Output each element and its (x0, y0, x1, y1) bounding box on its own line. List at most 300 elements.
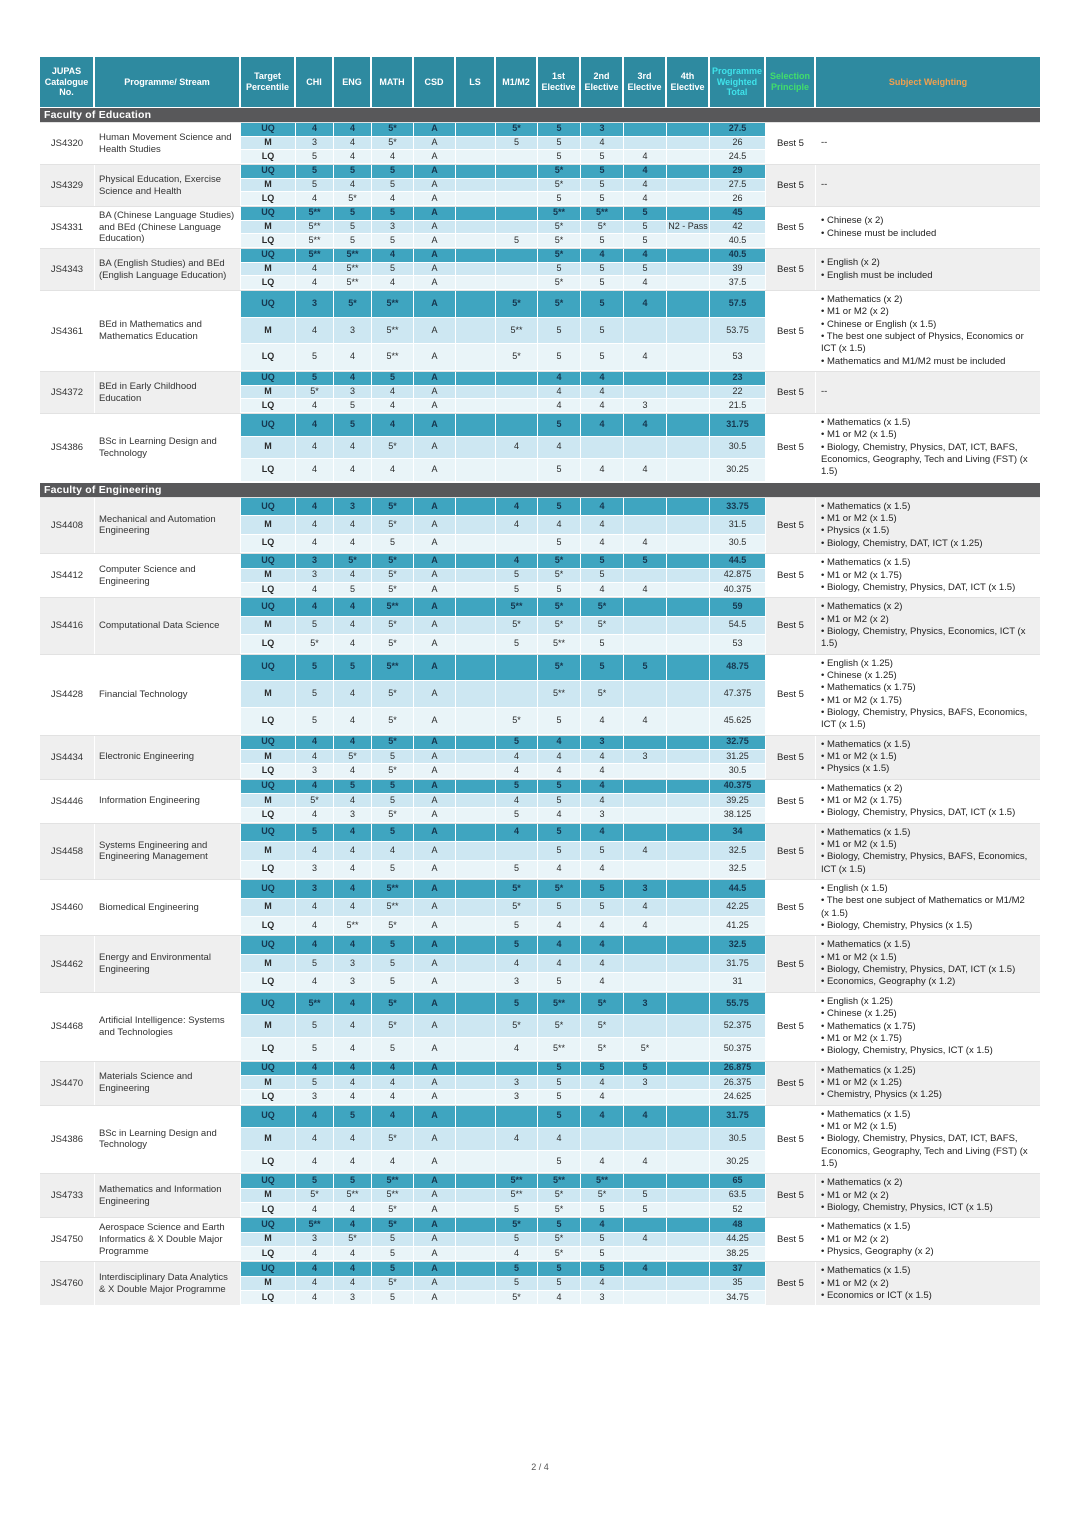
grade-cell-m1m2 (496, 249, 538, 263)
grade-cell-e3: 4 (624, 249, 667, 263)
grade-cell-ls (456, 516, 496, 534)
cell-programme-name: BEd in Mathematics and Mathematics Education (95, 291, 241, 371)
percentile-label: M (241, 750, 296, 764)
percentile-label: UQ (241, 1174, 296, 1188)
grade-cell-e4 (667, 583, 710, 597)
grade-cell-e3: 4 (624, 344, 667, 371)
grade-cell-m1m2 (496, 399, 538, 413)
percentile-label: UQ (241, 780, 296, 794)
grade-cell-e1: 5 (538, 1218, 581, 1232)
grade-cell-ls (456, 386, 496, 400)
total-cell: 48.75 (710, 655, 766, 682)
grade-cell-m1m2: 5* (496, 1218, 538, 1232)
grade-cell-e3: 4 (624, 583, 667, 597)
grade-cell-e2: 5 (581, 554, 624, 568)
grade-cell-csd: A (414, 569, 456, 583)
total-cell: 65 (710, 1174, 766, 1188)
grade-cell-ls (456, 372, 496, 386)
grade-cell-ls (456, 1247, 496, 1261)
grade-cell-chi: 5** (296, 207, 334, 221)
grade-cell-math: 5** (372, 655, 414, 682)
grade-cell-e4 (667, 234, 710, 248)
grade-cell-chi: 5 (296, 708, 334, 735)
grade-cell-m1m2 (496, 276, 538, 290)
grade-cell-ls (456, 1038, 496, 1061)
grade-cell-e3 (624, 569, 667, 583)
grade-cell-e3 (624, 318, 667, 345)
total-cell: 45 (710, 207, 766, 221)
grade-cell-chi: 5* (296, 386, 334, 400)
total-cell: 37.5 (710, 276, 766, 290)
selection-principle-cell: Best 5 (766, 554, 816, 597)
grade-cell-e3: 5 (624, 1062, 667, 1076)
faculty-band: Faculty of Engineering (40, 482, 1040, 497)
grade-cell-eng: 4 (334, 179, 372, 193)
percentile-label: M (241, 137, 296, 151)
grade-cell-eng: 5* (334, 750, 372, 764)
grade-cell-chi: 4 (296, 123, 334, 137)
grade-cell-ls (456, 123, 496, 137)
total-cell: 47.375 (710, 681, 766, 708)
percentile-label: M (241, 1015, 296, 1038)
percentile-subrow-lq (241, 1090, 766, 1104)
grade-cell-csd: A (414, 1174, 456, 1188)
grade-cell-chi: 5 (296, 372, 334, 386)
percentile-subrow-uq (241, 372, 766, 386)
percentile-subrow-uq (241, 291, 766, 318)
grade-cell-m1m2 (496, 414, 538, 437)
grade-cell-e3: 4 (624, 179, 667, 193)
grade-cell-eng: 4 (334, 1062, 372, 1076)
percentile-label: UQ (241, 1218, 296, 1232)
grade-cell-e4 (667, 1062, 710, 1076)
grade-cell-eng: 4 (334, 569, 372, 583)
grade-cell-ls (456, 1090, 496, 1104)
grade-cell-chi: 3 (296, 554, 334, 568)
grade-cell-e4 (667, 437, 710, 460)
grade-cell-chi: 4 (296, 276, 334, 290)
selection-principle-cell: Best 5 (766, 655, 816, 735)
total-cell: 22 (710, 386, 766, 400)
weighting-item: • M1 or M2 (x 2) (821, 1234, 1035, 1246)
grade-cell-ls (456, 1189, 496, 1203)
grade-cell-e2: 5* (581, 993, 624, 1016)
grade-cell-ls (456, 617, 496, 635)
grade-cell-ls (456, 1151, 496, 1174)
grade-cell-ls (456, 249, 496, 263)
grade-cell-math: 4 (372, 249, 414, 263)
grade-cell-e2: 5 (581, 179, 624, 193)
grade-cell-e1: 4 (538, 736, 581, 750)
total-cell: 32.5 (710, 842, 766, 860)
header-cell-5: MATH (372, 57, 414, 107)
grade-cell-e3 (624, 437, 667, 460)
grade-cell-e3 (624, 794, 667, 808)
subject-weighting-cell (816, 1262, 1040, 1305)
weighting-item: • Mathematics (x 1.25) (821, 1065, 1035, 1077)
grade-cell-e1: 4 (538, 372, 581, 386)
percentile-subrow-m (241, 899, 766, 917)
grade-cell-e4 (667, 993, 710, 1016)
programme-row (40, 553, 1040, 597)
grade-cell-e2: 5 (581, 1233, 624, 1247)
grade-cell-m1m2: 5* (496, 291, 538, 318)
grade-cell-e1: 5 (538, 1277, 581, 1291)
percentile-subrow-uq (241, 498, 766, 516)
grade-cell-chi: 5 (296, 1038, 334, 1061)
grade-cell-m1m2: 5 (496, 569, 538, 583)
selection-principle-cell: Best 5 (766, 824, 816, 879)
grade-cell-ls (456, 234, 496, 248)
subject-weighting-cell (816, 880, 1040, 935)
percentile-subrow-lq (241, 708, 766, 735)
grade-cell-ls (456, 1174, 496, 1188)
programme-row (40, 497, 1040, 553)
grade-grid (241, 993, 766, 1061)
grade-cell-m1m2: 4 (496, 1038, 538, 1061)
grade-cell-csd: A (414, 1218, 456, 1232)
grade-cell-e4 (667, 681, 710, 708)
grade-cell-ls (456, 221, 496, 235)
grade-cell-chi: 4 (296, 1247, 334, 1261)
header-cell-10: 2nd Elective (581, 57, 624, 107)
grade-cell-ls (456, 192, 496, 206)
grade-cell-e1: 4 (538, 750, 581, 764)
percentile-label: LQ (241, 459, 296, 482)
grade-cell-ls (456, 936, 496, 954)
grade-cell-csd: A (414, 554, 456, 568)
grade-cell-e4 (667, 917, 710, 935)
grade-cell-chi: 4 (296, 936, 334, 954)
percentile-subrow-m (241, 386, 766, 400)
grade-cell-e3 (624, 681, 667, 708)
grade-cell-csd: A (414, 993, 456, 1016)
grade-cell-m1m2 (496, 1106, 538, 1129)
grade-cell-chi: 4 (296, 535, 334, 553)
grade-cell-ls (456, 535, 496, 553)
grade-cell-e4 (667, 318, 710, 345)
grade-cell-eng: 3 (334, 1291, 372, 1305)
grade-cell-e3 (624, 1291, 667, 1305)
grade-cell-chi: 5 (296, 655, 334, 682)
percentile-label: M (241, 794, 296, 808)
grade-cell-chi: 3 (296, 1233, 334, 1247)
grade-cell-e3: 4 (624, 291, 667, 318)
grade-cell-eng: 4 (334, 1247, 372, 1261)
weighting-item: • English must be included (821, 270, 1035, 282)
cell-programme-name: BSc in Learning Design and Technology (95, 414, 241, 482)
grade-cell-e3: 5 (624, 207, 667, 221)
grade-cell-m1m2: 5 (496, 1233, 538, 1247)
grade-cell-math: 5* (372, 764, 414, 778)
total-cell: 42.875 (710, 569, 766, 583)
percentile-label: LQ (241, 635, 296, 653)
grade-cell-chi: 4 (296, 808, 334, 822)
cell-jupas-no: JS4760 (40, 1262, 95, 1305)
total-cell: 40.375 (710, 780, 766, 794)
grade-cell-m1m2: 5* (496, 1015, 538, 1038)
percentile-label: UQ (241, 207, 296, 221)
grade-cell-eng: 4 (334, 459, 372, 482)
grade-cell-ls (456, 207, 496, 221)
grade-cell-math: 5* (372, 437, 414, 460)
grade-cell-e4 (667, 1203, 710, 1217)
cell-programme-name: Biomedical Engineering (95, 880, 241, 935)
weighting-item: • Mathematics (x 1.75) (821, 1021, 1035, 1033)
grade-cell-e3 (624, 1090, 667, 1104)
grade-cell-e1: 5 (538, 794, 581, 808)
grade-cell-e4 (667, 498, 710, 516)
grade-cell-math: 5 (372, 1291, 414, 1305)
percentile-label: LQ (241, 192, 296, 206)
grade-cell-chi: 4 (296, 917, 334, 935)
grade-cell-e2: 4 (581, 824, 624, 842)
grade-cell-csd: A (414, 842, 456, 860)
grade-cell-math: 5 (372, 179, 414, 193)
header-cell-14: Selection Principle (766, 57, 816, 107)
weighting-item: • Mathematics (x 1.5) (821, 1221, 1035, 1233)
grade-cell-e4 (667, 1277, 710, 1291)
grade-cell-e3: 4 (624, 276, 667, 290)
grade-cell-csd: A (414, 386, 456, 400)
grade-cell-eng: 5 (334, 780, 372, 794)
subject-weighting-cell (816, 207, 1040, 248)
header-cell-9: 1st Elective (538, 57, 581, 107)
grade-cell-eng: 4 (334, 1277, 372, 1291)
grade-cell-m1m2: 5** (496, 318, 538, 345)
percentile-subrow-uq (241, 1174, 766, 1188)
grade-cell-ls (456, 1106, 496, 1129)
grade-cell-e1: 5* (538, 655, 581, 682)
grade-cell-eng: 4 (334, 1076, 372, 1090)
grade-cell-math: 5* (372, 993, 414, 1016)
grade-cell-ls (456, 263, 496, 277)
percentile-label: M (241, 386, 296, 400)
cell-jupas-no: JS4386 (40, 414, 95, 482)
total-cell: 53 (710, 635, 766, 653)
percentile-subrow-m (241, 179, 766, 193)
grade-cell-e3 (624, 736, 667, 750)
subject-weighting-cell (816, 414, 1040, 482)
grade-cell-chi: 4 (296, 516, 334, 534)
grade-cell-m1m2: 4 (496, 794, 538, 808)
grade-cell-csd: A (414, 1128, 456, 1151)
grade-cell-math: 5* (372, 708, 414, 735)
grade-cell-ls (456, 1076, 496, 1090)
weighting-item: • Physics, Geography (x 2) (821, 1246, 1035, 1258)
grade-cell-chi: 4 (296, 437, 334, 460)
total-cell: 44.5 (710, 880, 766, 898)
percentile-subrow-m (241, 842, 766, 860)
header-cell-2: Target Percentile (241, 57, 296, 107)
grade-cell-e2: 4 (581, 583, 624, 597)
grade-cell-eng: 4 (334, 1151, 372, 1174)
grade-cell-chi: 3 (296, 861, 334, 879)
percentile-subrow-m (241, 794, 766, 808)
grade-cell-eng: 4 (334, 150, 372, 164)
grade-cell-e2: 4 (581, 750, 624, 764)
weighting-item: • Chemistry, Physics (x 1.25) (821, 1089, 1035, 1101)
grade-cell-eng: 5 (334, 165, 372, 179)
percentile-label: LQ (241, 234, 296, 248)
percentile-subrow-uq (241, 880, 766, 898)
grade-cell-m1m2 (496, 263, 538, 277)
grade-cell-csd: A (414, 708, 456, 735)
grade-cell-e1: 5 (538, 414, 581, 437)
grade-cell-math: 5* (372, 1203, 414, 1217)
grade-cell-eng: 3 (334, 386, 372, 400)
grade-cell-e1: 5* (538, 179, 581, 193)
grade-grid (241, 736, 766, 779)
percentile-subrow-uq (241, 598, 766, 616)
grade-cell-ls (456, 1218, 496, 1232)
grade-cell-math: 5* (372, 1015, 414, 1038)
percentile-subrow-lq (241, 917, 766, 935)
programme-row (40, 823, 1040, 879)
grade-cell-e3: 4 (624, 917, 667, 935)
grade-cell-eng: 5 (334, 655, 372, 682)
weighting-item: • M1 or M2 (x 1.5) (821, 839, 1035, 851)
grade-cell-m1m2: 5 (496, 736, 538, 750)
grade-cell-csd: A (414, 123, 456, 137)
percentile-label: LQ (241, 1291, 296, 1305)
grade-cell-math: 4 (372, 399, 414, 413)
grade-cell-m1m2: 4 (496, 1247, 538, 1261)
percentile-label: LQ (241, 1151, 296, 1174)
grade-cell-csd: A (414, 372, 456, 386)
weighting-item: • Economics, Geography (x 1.2) (821, 976, 1035, 988)
grade-cell-ls (456, 708, 496, 735)
weighting-item: • Mathematics (x 1.5) (821, 939, 1035, 951)
grade-cell-ls (456, 598, 496, 616)
grade-cell-chi: 3 (296, 1090, 334, 1104)
percentile-subrow-lq (241, 1291, 766, 1305)
percentile-subrow-uq (241, 207, 766, 221)
grade-cell-m1m2 (496, 535, 538, 553)
grade-cell-m1m2: 5* (496, 617, 538, 635)
grade-cell-e2: 5 (581, 880, 624, 898)
cell-jupas-no: JS4343 (40, 249, 95, 290)
total-cell: 31.75 (710, 1106, 766, 1129)
grade-cell-csd: A (414, 899, 456, 917)
grade-cell-ls (456, 750, 496, 764)
grade-cell-e4 (667, 263, 710, 277)
grade-cell-chi: 4 (296, 973, 334, 991)
grade-cell-e1: 4 (538, 936, 581, 954)
grade-cell-chi: 5 (296, 955, 334, 973)
percentile-label: UQ (241, 291, 296, 318)
grade-cell-e2: 4 (581, 955, 624, 973)
grade-cell-math: 5 (372, 165, 414, 179)
grade-cell-chi: 5 (296, 344, 334, 371)
grade-cell-e3 (624, 1218, 667, 1232)
grade-cell-csd: A (414, 1203, 456, 1217)
grade-cell-e4 (667, 516, 710, 534)
cell-programme-name: Financial Technology (95, 655, 241, 735)
total-cell: 41.25 (710, 917, 766, 935)
grade-cell-ls (456, 1203, 496, 1217)
total-cell: 26 (710, 192, 766, 206)
percentile-label: UQ (241, 1262, 296, 1276)
weighting-item: • Biology, Chemistry, Physics, DAT, ICT (x 1.5) (821, 807, 1035, 819)
programme-row (40, 654, 1040, 735)
grade-cell-csd: A (414, 917, 456, 935)
percentile-subrow-m (241, 318, 766, 345)
subject-weighting-cell (816, 498, 1040, 553)
percentile-label: M (241, 437, 296, 460)
grade-cell-csd: A (414, 750, 456, 764)
grade-cell-csd: A (414, 1038, 456, 1061)
grade-cell-csd: A (414, 598, 456, 616)
grade-cell-e1: 5* (538, 598, 581, 616)
selection-principle-cell: Best 5 (766, 1106, 816, 1174)
grade-cell-csd: A (414, 1090, 456, 1104)
grade-cell-m1m2: 5* (496, 899, 538, 917)
grade-cell-e2: 4 (581, 1218, 624, 1232)
grade-cell-eng: 4 (334, 437, 372, 460)
grade-cell-csd: A (414, 192, 456, 206)
grade-cell-e3: 5 (624, 1189, 667, 1203)
selection-principle-cell: Best 5 (766, 880, 816, 935)
grade-cell-e3: 3 (624, 750, 667, 764)
total-cell: 31.5 (710, 516, 766, 534)
subject-weighting-cell (816, 936, 1040, 991)
grade-cell-math: 5 (372, 535, 414, 553)
grade-cell-e1: 4 (538, 955, 581, 973)
grade-cell-e4 (667, 1262, 710, 1276)
grade-cell-eng: 4 (334, 344, 372, 371)
grade-cell-m1m2: 4 (496, 437, 538, 460)
programme-row (40, 1061, 1040, 1105)
grade-cell-m1m2: 4 (496, 955, 538, 973)
grade-cell-e4 (667, 1189, 710, 1203)
percentile-subrow-uq (241, 165, 766, 179)
grade-cell-e4 (667, 414, 710, 437)
grade-cell-e1: 5* (538, 276, 581, 290)
header-cell-15: Subject Weighting (816, 57, 1040, 107)
total-cell: 31.75 (710, 414, 766, 437)
total-cell: 26 (710, 137, 766, 151)
grade-cell-e1: 5 (538, 842, 581, 860)
grade-cell-e2 (581, 437, 624, 460)
total-cell: 54.5 (710, 617, 766, 635)
grade-cell-math: 3 (372, 221, 414, 235)
grade-cell-e1: 5 (538, 1106, 581, 1129)
cell-programme-name: BEd in Early Childhood Education (95, 372, 241, 413)
grade-cell-m1m2: 5* (496, 880, 538, 898)
weighting-item: • M1 or M2 (x 1.5) (821, 429, 1035, 441)
grade-cell-ls (456, 1262, 496, 1276)
grade-cell-m1m2: 5 (496, 1277, 538, 1291)
grade-cell-eng: 5* (334, 291, 372, 318)
percentile-label: M (241, 1076, 296, 1090)
grade-cell-e3: 4 (624, 165, 667, 179)
grade-cell-csd: A (414, 291, 456, 318)
total-cell: 30.25 (710, 459, 766, 482)
grade-cell-e3 (624, 973, 667, 991)
percentile-subrow-lq (241, 535, 766, 553)
percentile-label: M (241, 899, 296, 917)
grade-cell-e3 (624, 780, 667, 794)
weighting-item: • Mathematics (x 1.5) (821, 557, 1035, 569)
grade-cell-math: 4 (372, 1062, 414, 1076)
grade-cell-e1: 5* (538, 554, 581, 568)
grade-cell-e2: 4 (581, 708, 624, 735)
total-cell: 26.875 (710, 1062, 766, 1076)
grade-cell-chi: 4 (296, 736, 334, 750)
grade-grid (241, 291, 766, 371)
grade-cell-ls (456, 655, 496, 682)
